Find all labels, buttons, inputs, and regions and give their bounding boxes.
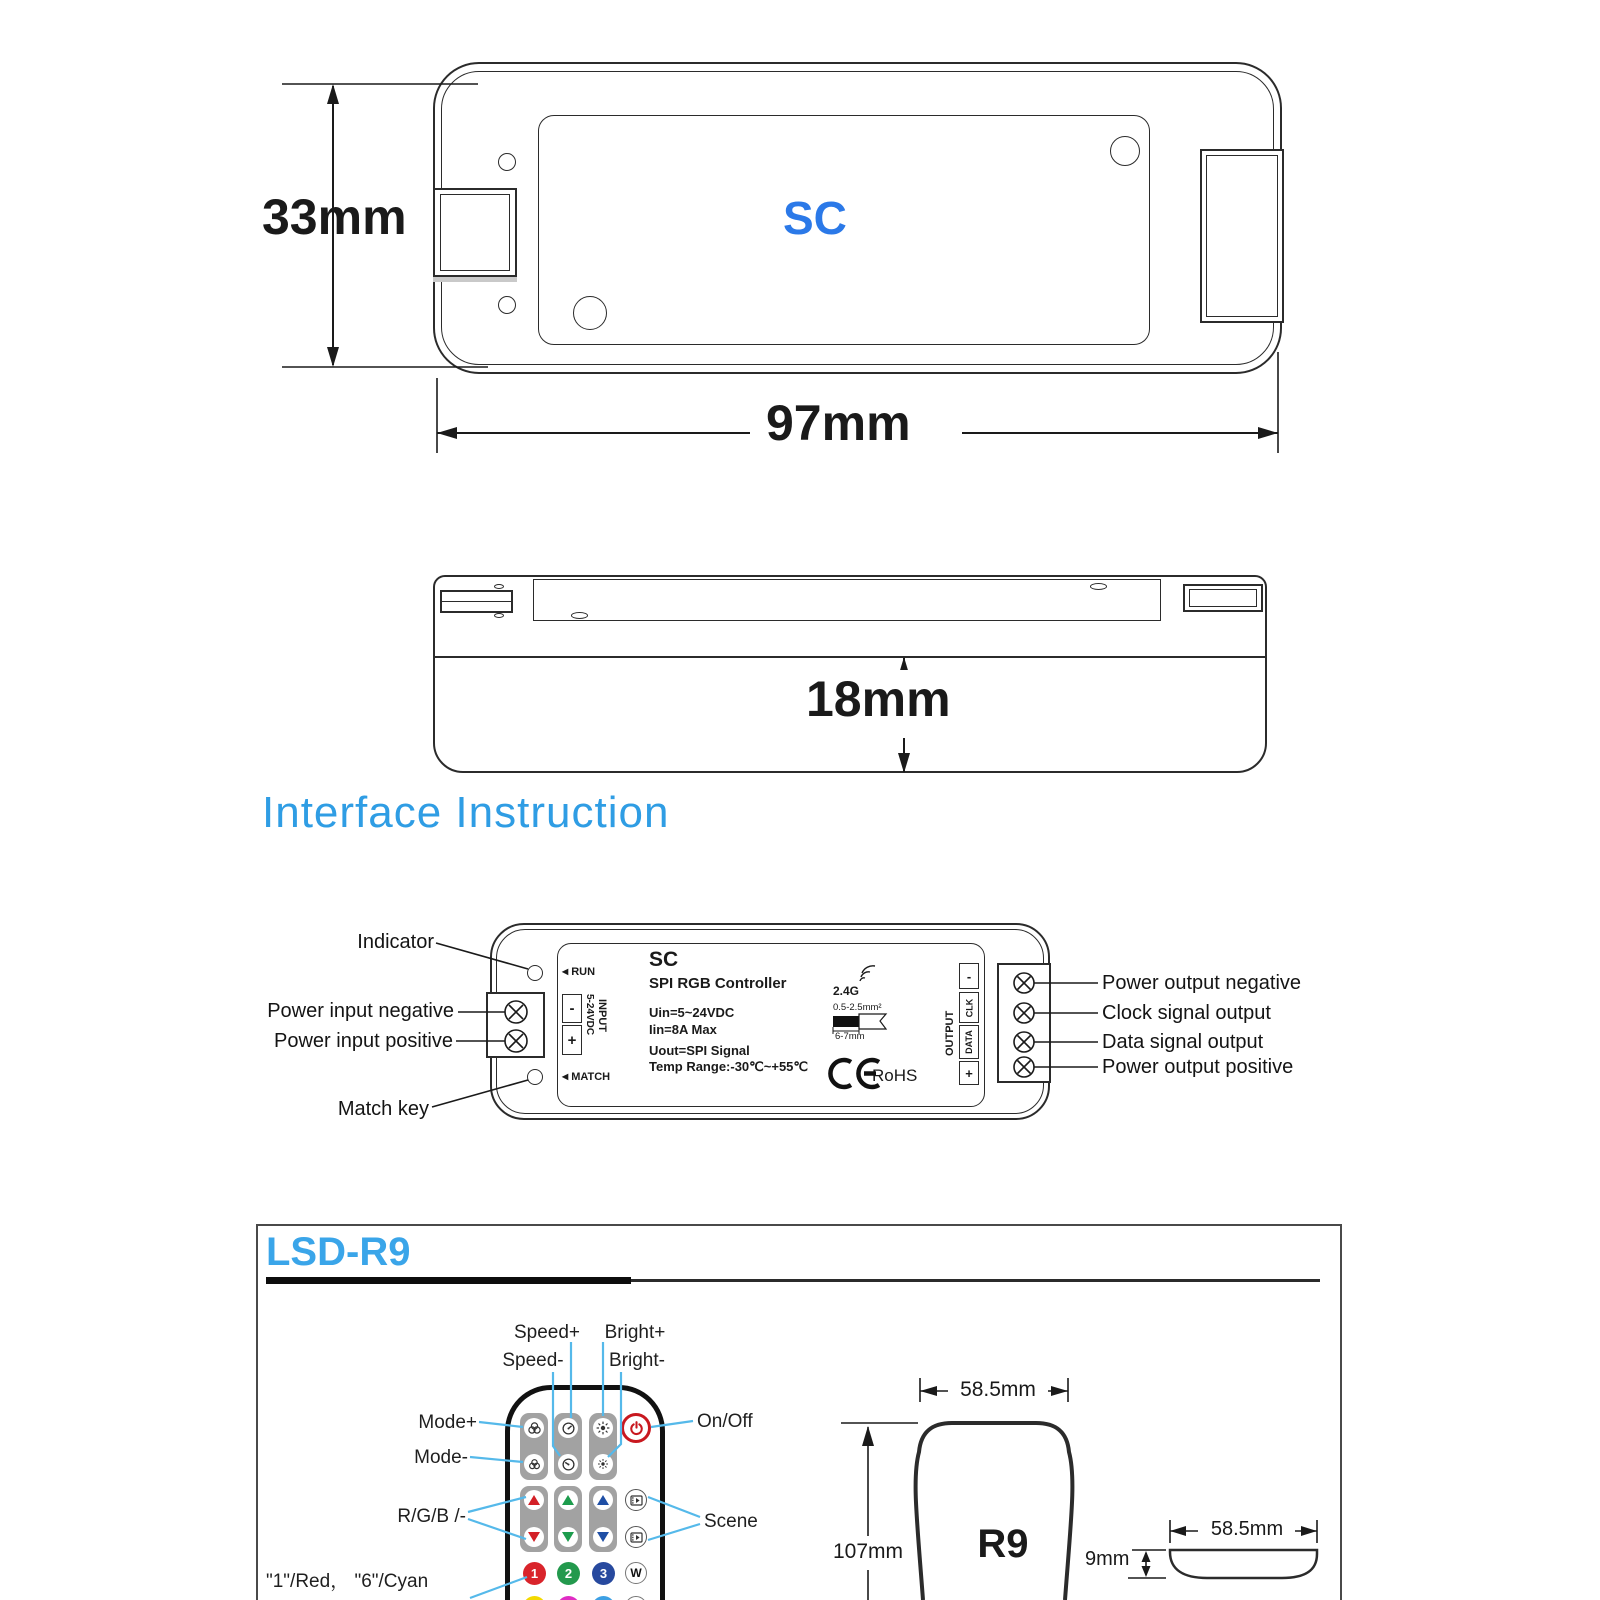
- ce-mark-icon: [830, 1060, 879, 1087]
- strip-length-label: 6-7mm: [835, 1031, 865, 1042]
- controller-model: SC: [649, 948, 679, 971]
- dim-97mm-label: 97mm: [756, 394, 921, 452]
- callout-bright-minus: Bright-: [609, 1350, 665, 1371]
- triangle-left-icon: ◀: [562, 967, 569, 976]
- spec-temp: Temp Range:-30℃~+55℃: [649, 1059, 809, 1074]
- callout-scene: Scene: [704, 1511, 758, 1532]
- input-voltage-label: 5-24VDC: [584, 994, 595, 1036]
- r9-side-outline: [1170, 1550, 1317, 1578]
- r9-side-depth-dim: 9mm: [1082, 1548, 1132, 1571]
- dim-33mm-label: 33mm: [262, 189, 407, 245]
- r9-front-outline: [916, 1423, 1073, 1600]
- callout-bright-plus: Bright+: [604, 1322, 666, 1343]
- output-title: OUTPUT: [944, 1010, 956, 1056]
- spec-uin: Uin=5~24VDC: [649, 1005, 735, 1020]
- r9-height-dim: 107mm: [830, 1540, 906, 1564]
- output-data-mark: DATA: [964, 1030, 975, 1054]
- button-label: 3: [599, 1566, 608, 1581]
- r9-width-dim: 58.5mm: [948, 1378, 1048, 1402]
- callout-power-input-negative: Power input negative: [267, 1000, 454, 1022]
- output-clk-mark: CLK: [964, 998, 974, 1017]
- callout-power-output-positive: Power output positive: [1102, 1056, 1294, 1078]
- callout-clock-signal-output: Clock signal output: [1102, 1002, 1271, 1024]
- top-view-device-label: SC: [783, 192, 847, 244]
- terminal-screw-icons: [505, 973, 1034, 1077]
- button-label: 1: [530, 1566, 539, 1581]
- match-label: ◀ MATCH: [562, 1071, 611, 1083]
- dim-18mm-label: 18mm: [798, 670, 959, 728]
- r9-side-width-dim: 58.5mm: [1199, 1518, 1295, 1541]
- controller-subtitle: SPI RGB Controller: [649, 975, 787, 992]
- section-title-interface: Interface Instruction: [262, 788, 670, 837]
- input-label: INPUT: [596, 999, 608, 1032]
- input-plus-mark: +: [567, 1031, 577, 1049]
- callout-mode-plus: Mode+: [418, 1412, 477, 1433]
- callout-data-signal-output: Data signal output: [1102, 1031, 1264, 1053]
- wireless-label: 2.4G: [833, 984, 860, 998]
- output-minus-mark: -: [966, 968, 972, 984]
- callout-power-input-positive: Power input positive: [274, 1030, 453, 1052]
- run-indicator-label: ◀ RUN: [562, 966, 596, 978]
- input-minus-mark: -: [569, 1000, 575, 1017]
- wifi-icon: [860, 966, 875, 981]
- spec-iin: Iin=8A Max: [649, 1022, 717, 1037]
- callout-match-key: Match key: [337, 1098, 429, 1120]
- button-label: 2: [564, 1566, 573, 1581]
- r9-label: R9: [977, 1522, 1029, 1566]
- button-label: W: [630, 1566, 642, 1580]
- callout-power-output-negative: Power output negative: [1102, 972, 1302, 994]
- output-plus-mark: +: [965, 1065, 973, 1081]
- callout-speed-minus: Speed-: [502, 1350, 564, 1371]
- wire-strip-icon: [833, 1014, 886, 1034]
- callout-indicator: Indicator: [357, 931, 434, 953]
- triangle-left-icon: ◀: [562, 1072, 569, 1081]
- wire-gauge-label: 0.5-2.5mm²: [833, 1002, 882, 1013]
- rohs-label: RoHS: [872, 1066, 918, 1085]
- remote-note: "1"/Red， "6"/Cyan: [266, 1571, 429, 1592]
- remote-section-title: LSD-R9: [266, 1230, 411, 1274]
- callout-speed-plus: Speed+: [513, 1322, 581, 1343]
- callout-on-off: On/Off: [697, 1411, 753, 1432]
- callout-rgb: R/G/B /-: [397, 1506, 466, 1527]
- spec-uout: Uout=SPI Signal: [649, 1043, 750, 1058]
- callout-mode-minus: Mode-: [414, 1447, 468, 1468]
